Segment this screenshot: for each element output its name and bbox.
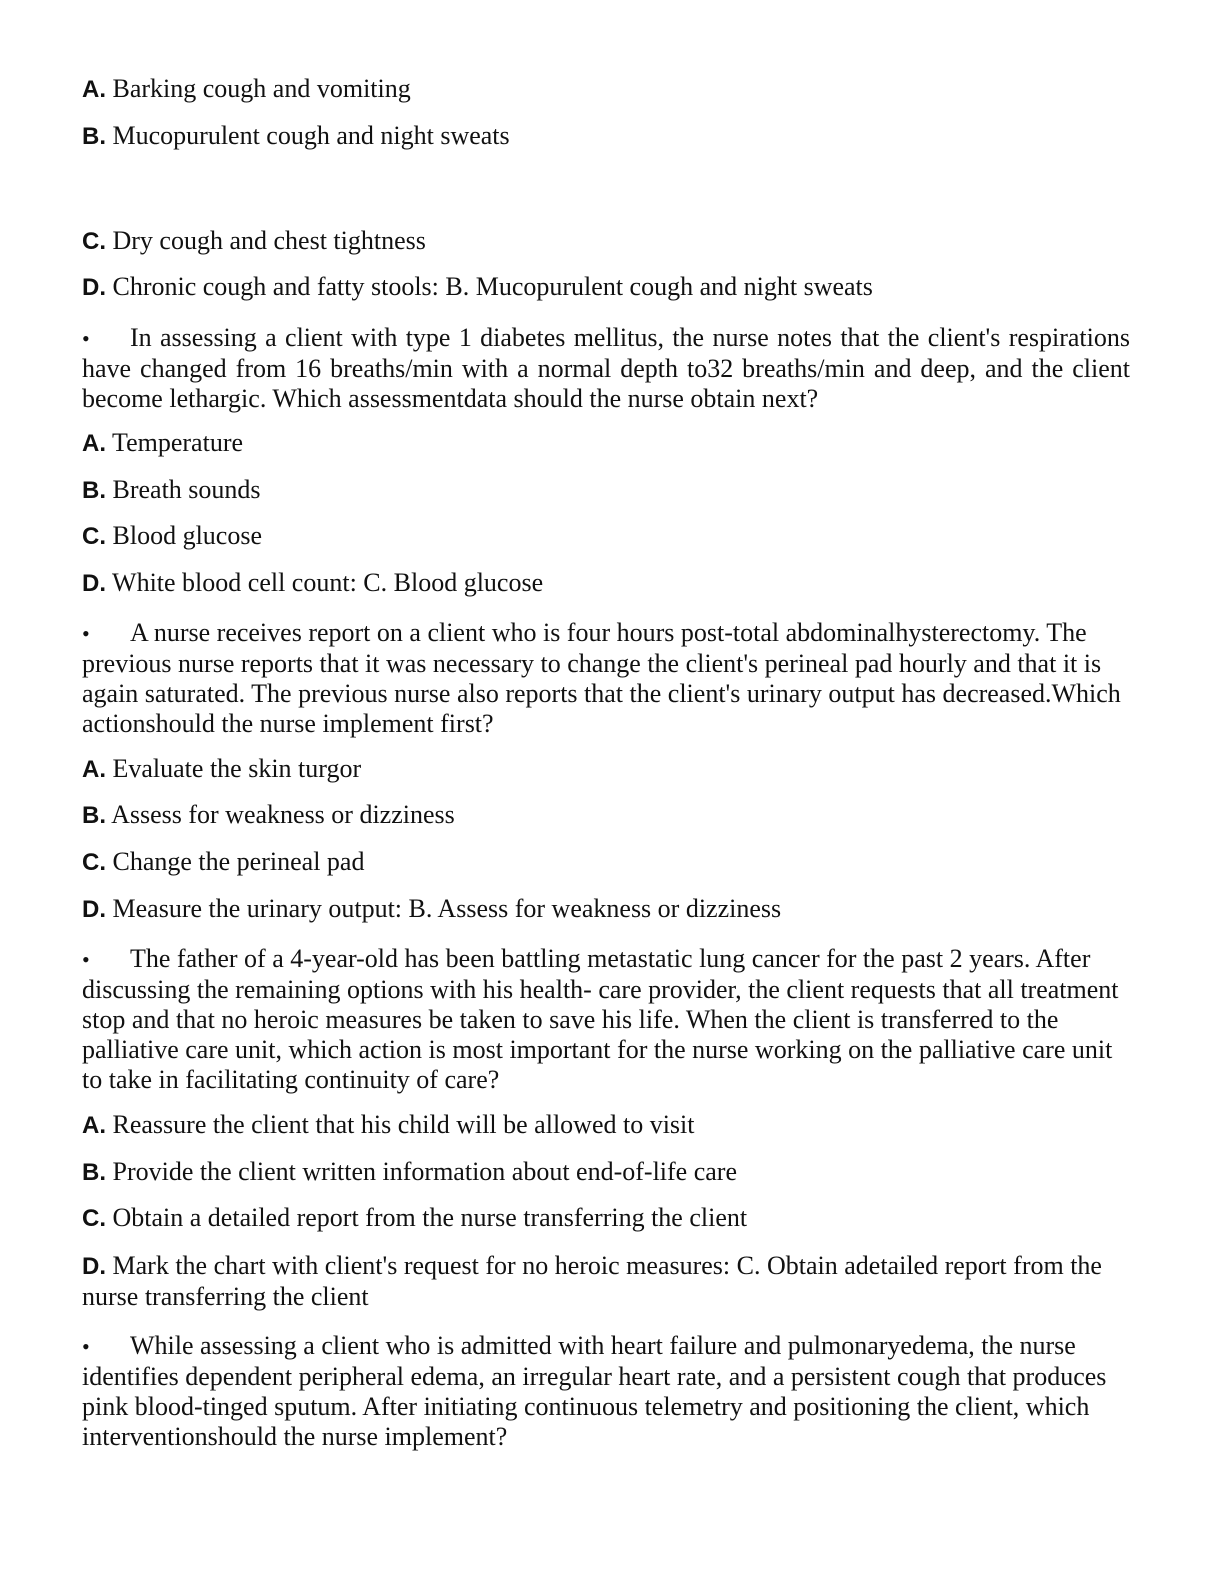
option-letter: D.: [82, 1253, 106, 1280]
option-a: [82, 754, 1130, 785]
question-text: A nurse receives report on a client who is four hours post-total abdominalhysterectomy. The previous nurse reports that it was necessary to change the client's perineal pad hourly and that it is again saturated. The previous nurse also reports that the client's urinary output has decreased.Which actionshould the nurse implement first?: [82, 618, 1121, 738]
option-d: [82, 568, 1130, 599]
option-c: [82, 847, 1130, 878]
option-letter: A.: [82, 1112, 106, 1139]
option-letter: B.: [82, 802, 106, 829]
option-b: [82, 121, 1130, 152]
option-letter: C.: [82, 523, 106, 550]
bullet-icon: •: [82, 947, 90, 972]
option-letter: B.: [82, 123, 106, 150]
option-text: Assess for weakness or dizziness: [106, 800, 455, 829]
option-letter: C.: [82, 1205, 106, 1232]
option-text: Dry cough and chest tightness: [106, 226, 426, 255]
option-a: [82, 74, 1130, 105]
option-text: Evaluate the skin turgor: [106, 754, 362, 783]
option-text: Barking cough and vomiting: [106, 74, 411, 103]
option-text: Measure the urinary output: B. Assess for weakness or dizziness: [106, 894, 782, 923]
question-text: In assessing a client with type 1 diabetes mellitus, the nurse notes that the client's respirations have changed from 16 breaths/min with a normal depth to32 breaths/min and deep, and the client become lethargic. Which assessmentdata should the nurse obtain next?: [82, 323, 1130, 413]
question-text: The father of a 4-year-old has been battling metastatic lung cancer for the past 2 years. After discussing the remaining options with his health- care provider, the client requests that all treatment stop and that no heroic measures be taken to save his life. When the client is transferred to the palliative care unit, which action is most important for the nurse working on the palliative care unit to take in facilitating continuity of care?: [82, 944, 1119, 1094]
option-letter: B.: [82, 1159, 106, 1186]
option-text: White blood cell count: C. Blood glucose: [106, 568, 544, 597]
option-letter: B.: [82, 477, 106, 504]
bullet-icon: •: [82, 1334, 90, 1359]
option-d: [82, 1251, 1130, 1312]
option-c: [82, 1203, 1130, 1234]
option-text: Mark the chart with client's request for no heroic measures: C. Obtain adetailed report from the nurse transferring the client: [82, 1251, 1102, 1311]
question-paragraph: [82, 323, 1130, 414]
option-d: [82, 894, 1130, 925]
option-text: Blood glucose: [106, 521, 262, 550]
question-paragraph: [82, 1331, 1130, 1452]
option-text: Mucopurulent cough and night sweats: [106, 121, 510, 150]
option-letter: C.: [82, 849, 106, 876]
option-b: [82, 475, 1130, 506]
option-c: [82, 521, 1130, 552]
option-letter: D.: [82, 274, 106, 301]
option-letter: A.: [82, 756, 106, 783]
option-b: [82, 1157, 1130, 1188]
bullet-icon: •: [82, 621, 90, 646]
option-text: Provide the client written information about end-of-life care: [106, 1157, 737, 1186]
question-text: While assessing a client who is admitted with heart failure and pulmonaryedema, the nurse identifies dependent peripheral edema, an irregular heart rate, and a persistent cough that produces pink blood-tinged sputum. After initiating continuous telemetry and positioning the client, which interventionshould the nurse implement?: [82, 1331, 1107, 1451]
option-d: [82, 272, 1130, 303]
option-text: Chronic cough and fatty stools: B. Mucopurulent cough and night sweats: [106, 272, 873, 301]
option-c: [82, 226, 1130, 257]
option-a: [82, 1110, 1130, 1141]
option-text: Reassure the client that his child will be allowed to visit: [106, 1110, 695, 1139]
bullet-icon: •: [82, 326, 90, 351]
option-letter: D.: [82, 570, 106, 597]
option-text: Obtain a detailed report from the nurse transferring the client: [106, 1203, 748, 1232]
option-text: Breath sounds: [106, 475, 261, 504]
option-letter: D.: [82, 896, 106, 923]
option-b: [82, 800, 1130, 831]
question-paragraph: [82, 944, 1130, 1095]
option-letter: A.: [82, 430, 106, 457]
question-paragraph: [82, 618, 1130, 739]
option-letter: C.: [82, 228, 106, 255]
option-text: Change the perineal pad: [106, 847, 365, 876]
option-letter: A.: [82, 76, 106, 103]
option-a: [82, 428, 1130, 459]
option-text: Temperature: [106, 428, 244, 457]
